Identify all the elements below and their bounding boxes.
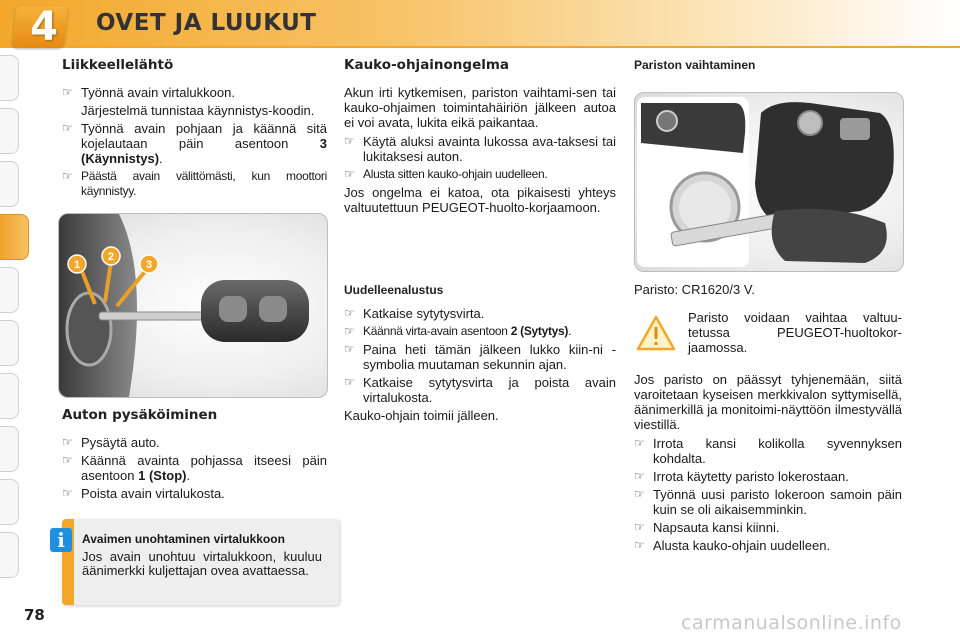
section-heading-parking: Auton pysäköiminen: [62, 407, 218, 423]
remote-problem-steps: [344, 134, 616, 182]
info-box-text: Jos avain unohtuu virtalukkoon, kuuluu äänimerkki kuljettajan ovea avattaessa.: [82, 549, 322, 578]
key-fob: [201, 280, 309, 342]
list-item: ☞ Alusta kauko-ohjain uudelleen.: [634, 538, 831, 553]
section-heading-starting: Liikkeellelähtö: [62, 57, 174, 73]
pointing-hand-icon: ☞: [62, 121, 73, 135]
pointing-hand-icon: ☞: [344, 324, 355, 338]
list-item: ☞ Työnnä avain pohjaan ja käännä sitä kojelautaan päin asentoon 3 (Käynnistys).: [62, 121, 327, 166]
battery-slot: [798, 111, 822, 135]
chapter-tab[interactable]: [0, 108, 19, 154]
list-item: ☞ Napsauta kansi kiinni.: [634, 520, 780, 535]
parking-steps: [62, 435, 327, 501]
pointing-hand-icon: ☞: [344, 375, 355, 389]
pointing-hand-icon: ☞: [344, 167, 355, 181]
pointing-hand-icon: ☞: [634, 436, 645, 450]
list-item: ☞ Paina heti tämän jälkeen lukko kiin-ni -symbolia muutaman sekunnin ajan.: [344, 342, 616, 372]
starting-steps: [62, 85, 327, 199]
pointing-hand-icon: ☞: [634, 487, 645, 501]
page-title: OVET JA LUUKUT: [96, 10, 317, 36]
battery-svg: [635, 93, 903, 271]
section-heading-remote-problem: Kauko-ohjainongelma: [344, 57, 510, 73]
pointing-hand-icon: ☞: [634, 520, 645, 534]
key-head: [772, 209, 887, 263]
column-reinit: [344, 283, 616, 427]
list-item: ☞ Katkaise sytytysvirta ja poista avain virtalukosta.: [344, 375, 616, 405]
column-battery: [634, 58, 902, 81]
paragraph: Akun irti kytkemisen, pariston vaihtami-sen tai kauko-ohjaimen toimintahäiriön jälkeen autoa ei voi avata, lukita eikä paikantaa.: [344, 85, 616, 130]
pointing-hand-icon: ☞: [344, 306, 355, 320]
list-item: ☞ Pysäytä auto.: [62, 435, 160, 450]
pointing-hand-icon: ☞: [634, 469, 645, 483]
header-underline: [66, 46, 960, 48]
pointing-hand-icon: ☞: [62, 486, 73, 500]
chapter-tab[interactable]: [0, 479, 19, 525]
watermark: carmanualsonline.info: [681, 612, 902, 634]
list-item: ☞ Käännä avainta pohjassa itseesi päin asentoon 1 (Stop).: [62, 453, 327, 483]
position-label: 2: [107, 251, 115, 263]
section-heading-reinit: Uudelleenalustus: [344, 283, 444, 297]
chapter-tab[interactable]: [0, 161, 19, 207]
list-item: ☞ Irrota käytetty paristo lokerostaan.: [634, 469, 849, 484]
info-box-title: Avaimen unohtaminen virtalukkoon: [82, 532, 285, 546]
pointing-hand-icon: ☞: [62, 435, 73, 449]
page-number: 78: [24, 606, 45, 624]
chapter-tabs: [0, 55, 32, 585]
opened-key-fob: [755, 102, 894, 221]
lock-button-icon: [219, 296, 247, 322]
info-icon: i: [50, 528, 72, 552]
pointing-hand-icon: ☞: [62, 85, 73, 99]
list-item-note: Järjestelmä tunnistaa käynnistys-koodin.: [81, 103, 315, 118]
warning-triangle-icon: [636, 315, 676, 351]
warning-text: Paristo voidaan vaihtaa valtuu-tetussa PEUGEOT-huoltokor-jaamossa.: [688, 310, 902, 355]
list-item: ☞ Käännä virta-avain asentoon 2 (Sytytys).: [344, 324, 572, 338]
list-item: ☞ Alusta sitten kauko-ohjain uudelleen.: [344, 167, 548, 181]
list-item: ☞ Irrota kansi kolikolla syvennyksen kohdalta.: [634, 436, 902, 466]
chapter-tab[interactable]: [0, 426, 19, 472]
list-item: ☞ Katkaise sytytysvirta.: [344, 306, 485, 321]
column-battery-steps: [634, 372, 902, 556]
chapter-tab-active[interactable]: [0, 214, 29, 260]
pointing-hand-icon: ☞: [344, 134, 355, 148]
position-label: 3: [145, 259, 153, 271]
pointing-hand-icon: ☞: [62, 169, 73, 183]
position-label: 1: [73, 259, 81, 271]
button-icon: [657, 111, 677, 131]
list-item: ☞ Työnnä avain virtalukkoon.: [62, 85, 235, 100]
reinit-steps: [344, 306, 616, 405]
list-item: ☞ Päästä avain välittömästi, kun moottori käynnistyy.: [62, 169, 327, 198]
ignition-svg: [59, 214, 327, 397]
battery-steps: [634, 436, 902, 553]
chapter-tab[interactable]: [0, 55, 19, 101]
chapter-tab[interactable]: [0, 532, 19, 578]
unlock-button-icon: [259, 296, 287, 322]
circuit-board: [840, 118, 870, 140]
chapter-number: 4: [30, 4, 58, 50]
ignition-key-illustration: [58, 213, 328, 398]
battery-type: [634, 282, 902, 301]
list-item: ☞ Työnnä uusi paristo lokeroon samoin päin kuin se oli aikaisemminkin.: [634, 487, 902, 517]
column-starting: [62, 58, 327, 202]
battery-replacement-illustration: [634, 92, 904, 272]
pointing-hand-icon: ☞: [62, 453, 73, 467]
chapter-tab[interactable]: [0, 373, 19, 419]
list-item: ☞ Käytä aluksi avainta lukossa ava-taksesi tai lukitaksesi auton.: [344, 134, 616, 164]
paragraph: Jos ongelma ei katoa, ota pikaisesti yhteys valtuutettuun PEUGEOT-huolto-korjaamoon.: [344, 185, 616, 215]
chapter-tab[interactable]: [0, 320, 19, 366]
column-parking: [62, 408, 327, 504]
paragraph: Jos paristo on päässyt tyhjenemään, siitä varoitetaan kyseisen merkkivalon syttymisellä, äänimerkillä ja monitoimi-näyttöön ilmestyvällä viestillä.: [634, 372, 902, 432]
pointing-hand-icon: ☞: [344, 342, 355, 356]
battery-type-text: Paristo: CR1620/3 V.: [634, 282, 755, 297]
ignition-lock: [67, 293, 111, 365]
pointing-hand-icon: ☞: [634, 538, 645, 552]
chapter-tab[interactable]: [0, 267, 19, 313]
list-item: ☞ Poista avain virtalukosta.: [62, 486, 225, 501]
paragraph: Kauko-ohjain toimii jälleen.: [344, 408, 499, 423]
key-blade: [99, 312, 209, 320]
column-remote-problem: [344, 58, 616, 219]
section-heading-battery: Pariston vaihtaminen: [634, 58, 756, 72]
